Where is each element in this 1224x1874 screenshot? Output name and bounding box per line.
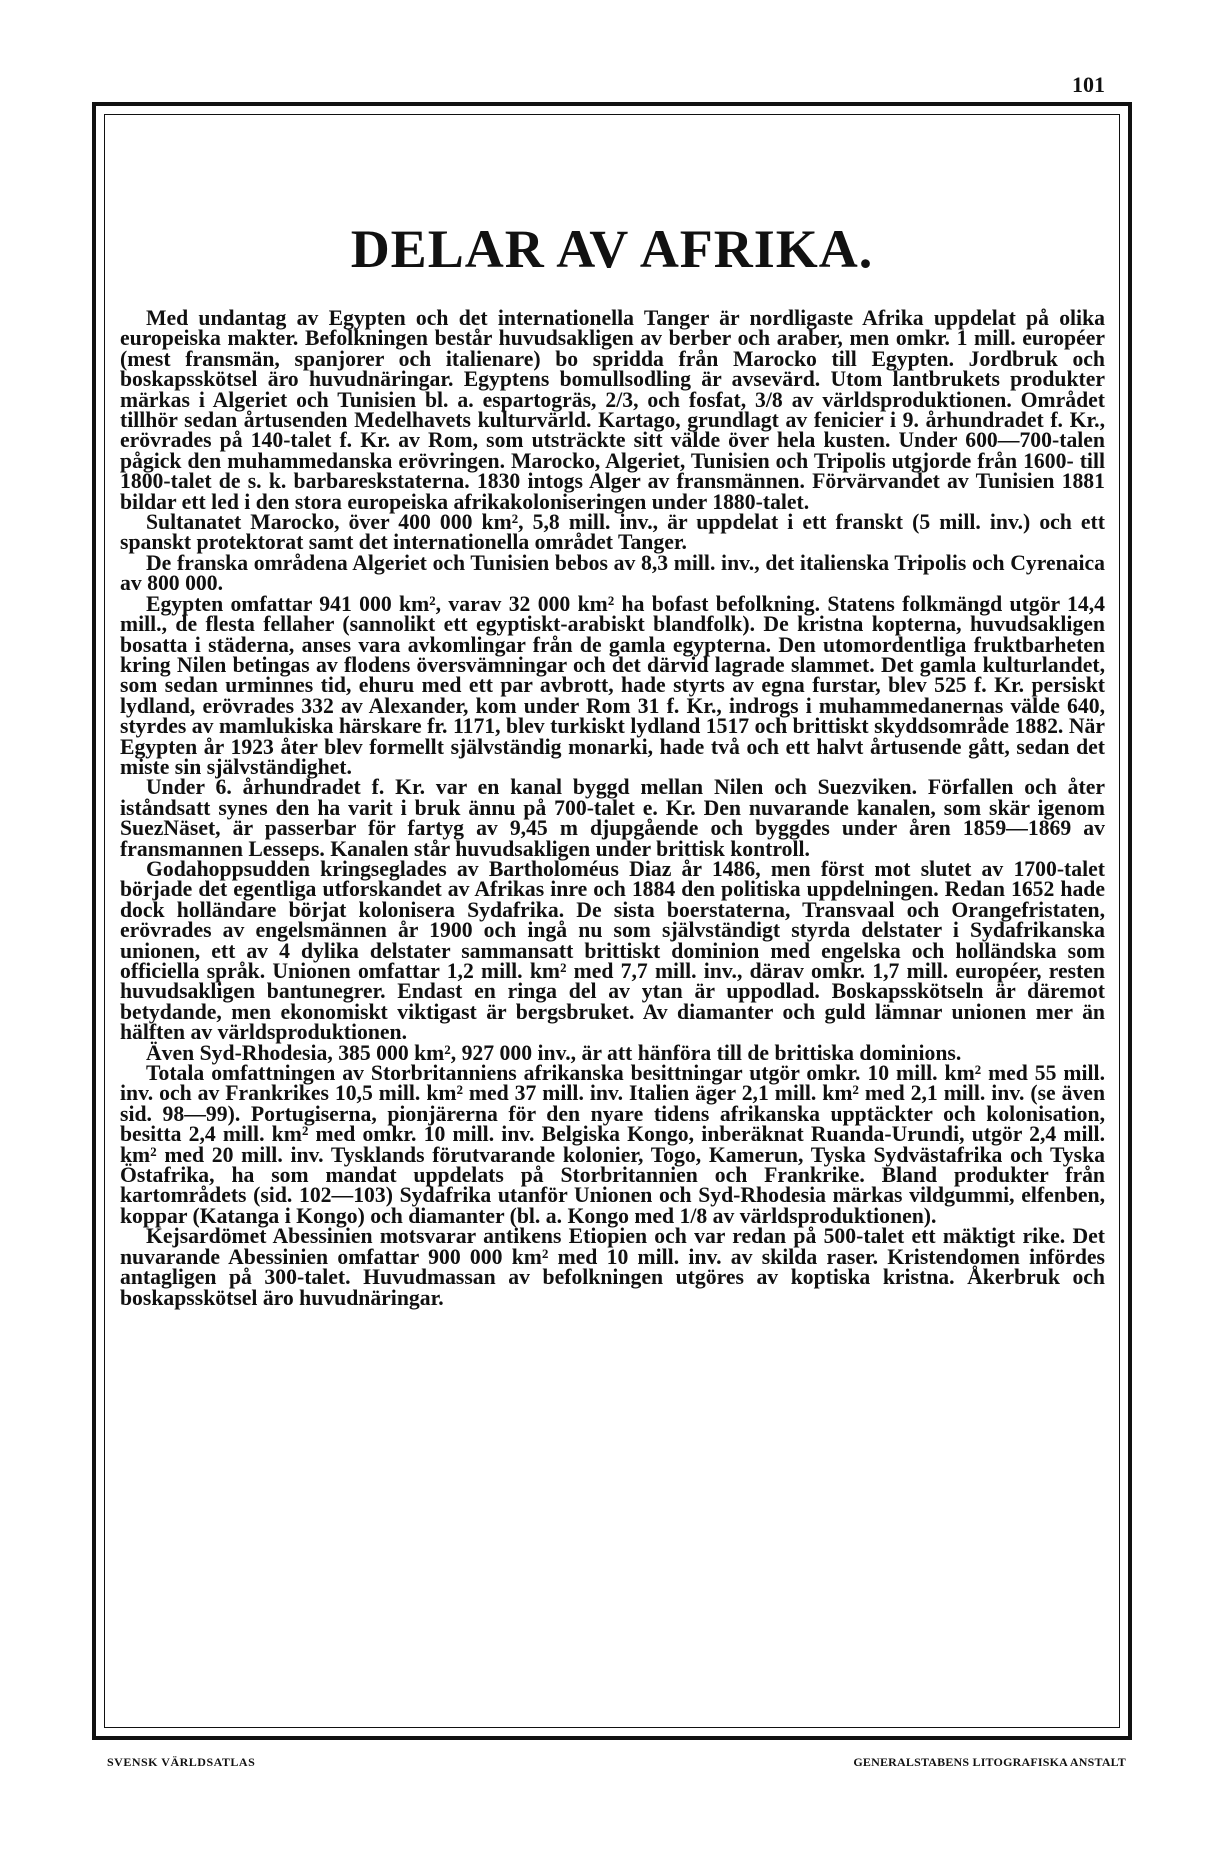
paragraph-north-africa: Med undantag av Egypten och det internationella Tanger är nordligaste Afrika uppdelat på olika europeiska makter. Befolkningen består huvudsakligen av berber och araber, men omkr. 1 mill. européer (mest fransmän, spanjorer och italienare) bo spridda från Marocko till Egypten. Jordbruk och boskapsskötsel äro huvudnäringar. Egyptens bomullsodling är avsevärd. Utom lantbrukets produkter märkas i Algeriet och Tunisien bl. a. espartogräs, 2/3, och fosfat, 3/8 av världsproduktionen. Området tillhör sedan årtusenden Medelhavets kulturvärld. Kartago, grundlagt av fenicier i 9. århundradet f. Kr., erövrades på 140-talet f. Kr. av Rom, som utsträckte sitt välde över hela kusten. Under 600—700-talen pågick den muhammedanska erövringen. Marocko, Algeriet, Tunisien och Tripolis utgjorde från 1600- till 1800-talet de s. k. barbareskstaterna. 1830 intogs Alger av fransmännen. Förvärvandet av Tunisien 1881 bildar ett led i den stora europeiska afrikakoloniseringen under 1880-talet. bbox=[120, 306, 1105, 514]
paragraph-colonial-possessions: Totala omfattningen av Storbritanniens afrikanska besittningar utgör omkr. 10 mill. km² med 55 mill. inv. och av Frankrikes 10,5 mill. km² med 37 mill. inv. Italien äger 2,1 mill. km² med 2,1 mill. inv. (se även sid. 98—99). Portugiserna, pionjärerna för den nyare tidens afrikanska upptäckter och kolonisation, besitta 2,4 mill. km² med omkr. 10 mill. inv. Belgiska Kongo, inberäknat Ruanda-Urundi, utgör 2,4 mill. km² med 20 mill. inv. Tysklands förutvarande kolonier, Togo, Kamerun, Tyska Sydvästafrika och Tyska Östafrika, ha som mandat uppdelats på Storbritannien och Frankrike. Bland produkter från kartområdets (sid. 102—103) Sydafrika utanför Unionen och Syd-Rhodesia märkas vildgummi, elfenben, koppar (Katanga i Kongo) och diamanter (bl. a. Kongo med 1/8 av världsproduktionen). bbox=[120, 1061, 1105, 1228]
paragraph-abessinien: Kejsardömet Abessinien motsvarar antikens Etiopien och var redan på 500-talet ett mäktigt rike. Det nuvarande Abessinien omfattar 900 000 km² med 10 mill. inv. av skilda raser. Kristendomen infördes antagligen på 300-talet. Huvudmassan av befolkningen utgöres av koptiska kristna. Åkerbruk och boskapsskötsel äro huvudnäringar. bbox=[120, 1224, 1105, 1310]
footer-publisher-left: SVENSK VÄRLDSATLAS bbox=[107, 1755, 256, 1769]
article-body bbox=[120, 308, 1105, 1308]
paragraph-marocko: Sultanatet Marocko, över 400 000 km², 5,8 mill. inv., är uppdelat i ett franskt (5 mill. inv.) och ett spanskt protektorat samt det internationella området Tanger. bbox=[120, 510, 1105, 555]
paragraph-egypten: Egypten omfattar 941 000 km², varav 32 000 km² ha bofast befolkning. Statens folkmängd utgör 14,4 mill., de flesta fellaher (sannolikt ett egyptiskt-arabiskt blandfolk). De kristna kopterna, huvudsakligen bosatta i städerna, anses vara avkomlingar från de gamla egypterna. Den utomordentliga fruktbarheten kring Nilen betingas av flodens översvämningar och det därvid lagrade slammet. Det gamla kulturlandet, som sedan urminnes tid, ehuru med ett par avbrott, hade styrts av egna furstar, blev 525 f. Kr. persiskt lydland, erövrades 332 av Alexander, kom under Rom 31 f. Kr., indrogs i muhammedanernas välde 640, styrdes av mamlukiska härskare fr. 1171, blev turkiskt lydland 1517 och brittiskt skyddsområde 1882. När Egypten år 1923 åter blev formellt självständig monarki, hade två och ett halvt årtusende gått, sedan det miste sin självständighet. bbox=[120, 591, 1105, 779]
paragraph-syd-rhodesia: Även Syd-Rhodesia, 385 000 km², 927 000 inv., är att hänföra till de brittiska dominions. bbox=[146, 1040, 962, 1065]
page-title: DELAR AV AFRIKA. bbox=[350, 219, 874, 279]
paragraph-south-africa: Godahoppsudden kringseglades av Bartholoméus Diaz år 1486, men först mot slutet av 1700-talet började det egentliga utforskandet av Afrikas inre och 1884 den politiska uppdelningen. Redan 1652 hade dock holländare börjat kolonisera Sydafrika. De sista boerstaterna, Transvaal och Orangefristaten, erövrades av engelsmännen år 1900 och ingå nu som självständigt styrda delstater i Sydafrikanska unionen, ett av 4 dylika delstater sammansatt brittiskt dominion med engelska och holländska som officiella språk. Unionen omfattar 1,2 mill. km² med 7,7 mill. inv., därav omkr. 1,7 mill. européer, resten huvudsakligen bantunegrer. Endast en ringa del av ytan är uppodlad. Boskapsskötseln är däremot betydande, men ekonomiskt viktigast är bergsbruket. Av diamanter och guld lämnar unionen mer än hälften av världsproduktionen. bbox=[120, 856, 1105, 1045]
footer-publisher-right: GENERALSTABENS LITOGRAFISKA ANSTALT bbox=[853, 1755, 1126, 1769]
page-number: 101 bbox=[1072, 72, 1105, 97]
paragraph-suez-canal: Under 6. århundradet f. Kr. var en kanal byggd mellan Nilen och Suezviken. Förfallen och åter iståndsatt synes den ha varit i bruk ännu på 700-talet e. Kr. Den nuvarande kanalen, som skär igenom SuezNäset, är passerbar för fartyg av 9,45 m djupgående och byggdes under åren 1859—1869 av fransmannen Lesseps. Kanalen står huvudsakligen under brittisk kontroll. bbox=[120, 775, 1105, 861]
paragraph-french-italian-areas: De franska områdena Algeriet och Tunisien bebos av 8,3 mill. inv., det italienska Tripolis och Cyrenaica av 800 000. bbox=[120, 550, 1105, 596]
